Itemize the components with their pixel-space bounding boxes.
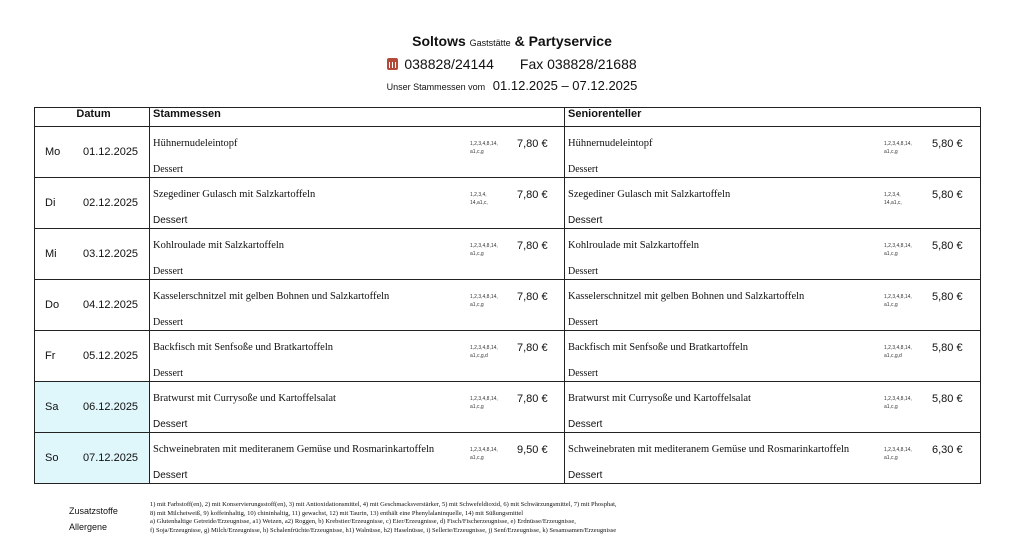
legend-line: 8) mit Milcheiweiß, 9) koffeinhaltig, 10) chininhaltig, 11) gewachst, 12) mit Taurin, 13) enthält eine Phenylalaninquelle, 14) mit Süßungsmittel (150, 509, 524, 517)
codes-line: 1,2,3,4,8,14, (884, 243, 912, 249)
date-cell (35, 382, 150, 433)
stammessen-cell (150, 178, 565, 229)
date-cell (35, 127, 150, 178)
codes-line: 1,2,3,4,8,14, (884, 345, 912, 351)
additive-codes (470, 191, 510, 207)
dessert-label: Dessert (153, 215, 188, 226)
dish-name: Bratwurst mit Currysoße und Kartoffelsalat (153, 393, 336, 404)
seniorenteller-cell (565, 178, 981, 229)
dessert-label: Dessert (153, 368, 183, 379)
day-name: Fr (45, 350, 56, 362)
day-date: 03.12.2025 (83, 248, 139, 260)
day-date: 01.12.2025 (83, 146, 139, 158)
header-seniorenteller: Seniorenteller (565, 108, 981, 127)
codes-line: 1,2,3,4,8,14, (470, 345, 498, 351)
codes-line: 14,a1,c, (884, 200, 902, 206)
phone-number: 038828/24144 (404, 56, 494, 72)
codes-line: 1,2,3,4,8,14, (470, 294, 498, 300)
fax-number: Fax 038828/21688 (519, 56, 637, 72)
dessert-label: Dessert (153, 470, 188, 481)
dessert-label: Dessert (153, 164, 183, 175)
codes-line: a1,c,g (470, 149, 484, 155)
page-title (0, 33, 1024, 49)
codes-line: a1,c,g (884, 404, 898, 410)
dish-name: Bratwurst mit Currysoße und Kartoffelsalat (568, 393, 751, 404)
day-date: 06.12.2025 (83, 401, 139, 413)
additive-codes (884, 446, 924, 462)
day-name: Sa (45, 401, 59, 413)
dessert-label: Dessert (568, 368, 598, 379)
dish-name: Schweinebraten mit mediteranem Gemüse und Rosmarinkartoffeln (568, 444, 850, 455)
table-row (35, 229, 981, 280)
codes-line: 1,2,3,4, (884, 192, 901, 198)
stammessen-cell (150, 127, 565, 178)
price: 5,80 € (932, 393, 963, 405)
codes-line: 1,2,3,4,8,14, (884, 447, 912, 453)
dish-name: Backfisch mit Senfsoße und Bratkartoffeln (153, 342, 334, 353)
date-cell (35, 280, 150, 331)
price: 5,80 € (932, 342, 963, 354)
dish-name: Hühnernudeleintopf (568, 138, 653, 149)
brand-subtitle-small: Gaststätte (469, 38, 511, 48)
price: 7,80 € (517, 189, 548, 201)
table-row (35, 178, 981, 229)
date-cell (35, 331, 150, 382)
dish-name: Schweinebraten mit mediteranem Gemüse und Rosmarinkartoffeln (153, 444, 435, 455)
price: 5,80 € (932, 189, 963, 201)
price: 7,80 € (517, 240, 548, 252)
codes-line: 1,2,3,4,8,14, (884, 294, 912, 300)
dessert-label: Dessert (568, 419, 603, 430)
table-row (35, 127, 981, 178)
stammessen-cell (150, 229, 565, 280)
codes-line: a1,c,g (470, 455, 484, 461)
date-cell (35, 433, 150, 484)
dessert-label: Dessert (568, 215, 603, 226)
table-row (35, 280, 981, 331)
stammessen-cell (150, 331, 565, 382)
period-label: Unser Stammessen vom (386, 82, 486, 92)
zusatzstoffe-label: Zusatzstoffe (69, 506, 118, 516)
day-date: 02.12.2025 (83, 197, 139, 209)
dessert-label: Dessert (153, 266, 183, 277)
dish-name: Szegediner Gulasch mit Salzkartoffeln (568, 189, 731, 200)
table-row (35, 433, 981, 484)
additive-codes (470, 446, 510, 462)
day-name: Mo (45, 146, 61, 158)
codes-line: 1,2,3,4, (470, 192, 487, 198)
dish-name: Kohlroulade mit Salzkartoffeln (568, 240, 700, 251)
additive-codes (470, 395, 510, 411)
table-row (35, 331, 981, 382)
codes-line: a1,c,g,d (470, 353, 488, 359)
codes-line: 1,2,3,4,8,14, (470, 243, 498, 249)
additive-codes (470, 293, 510, 309)
codes-line: a1,c,g (884, 302, 898, 308)
brand-name: Soltows (412, 33, 466, 49)
day-name: So (45, 452, 59, 464)
price: 9,50 € (517, 444, 548, 456)
seniorenteller-cell (565, 280, 981, 331)
seniorenteller-cell (565, 229, 981, 280)
codes-line: a1,c,g (884, 251, 898, 257)
legend-text (150, 501, 750, 535)
additive-codes (884, 191, 924, 207)
stammessen-cell (150, 382, 565, 433)
additive-codes (884, 140, 924, 156)
additive-codes (470, 242, 510, 258)
price: 6,30 € (932, 444, 963, 456)
dish-name: Backfisch mit Senfsoße und Bratkartoffeln (568, 342, 749, 353)
dessert-label: Dessert (568, 266, 598, 277)
price: 7,80 € (517, 138, 548, 150)
legend-line: f) Soja/Erzeugnisse, g) Milch/Erzeugnisse, h) Schalenfrüchte/Erzeugnisse, h1) Walnüsse, h2) Haselnüsse, i) Sellerie/Erzeugnisse, j) Senf/Erzeugnisse, k) Sesamsamen/Erzeugnisse (150, 526, 617, 534)
price: 7,80 € (517, 291, 548, 303)
day-name: Do (45, 299, 60, 311)
header-datum: Datum (35, 108, 150, 127)
day-date: 07.12.2025 (83, 452, 139, 464)
table-header-row (35, 108, 981, 127)
codes-line: a1,c,g (470, 404, 484, 410)
contact-line (0, 56, 1024, 72)
price: 7,80 € (517, 393, 548, 405)
dessert-label: Dessert (153, 317, 183, 328)
dish-name: Kasselerschnitzel mit gelben Bohnen und Salzkartoffeln (568, 291, 805, 302)
dessert-label: Dessert (153, 419, 188, 430)
codes-line: 1,2,3,4,8,14, (470, 141, 498, 147)
codes-line: 1,2,3,4,8,14, (884, 141, 912, 147)
period-range: 01.12.2025 – 07.12.2025 (492, 78, 638, 93)
brand-subtitle: & Partyservice (514, 33, 612, 49)
table-row (35, 382, 981, 433)
dish-name: Szegediner Gulasch mit Salzkartoffeln (153, 189, 316, 200)
day-name: Mi (45, 248, 57, 260)
allergene-label: Allergene (69, 522, 108, 532)
legend-line: a) Glutenhaltige Getreide/Erzeugnisse, a1) Weizen, a2) Roggen, b) Krebstier/Erzeugnisse, c) Eier/Erzeugnisse, d) Fisch/Fischerzeugnisse, e) Erdnüsse/Erzeugnisse, (150, 518, 576, 525)
codes-line: 1,2,3,4,8,14, (884, 396, 912, 402)
codes-line: a1,c,g (884, 455, 898, 461)
codes-line: a1,c,g (470, 302, 484, 308)
legend-line: 1) mit Farbstoff(en), 2) mit Konservierungsstoff(en), 3) mit Antioxidationsmittel, 4) mit Geschmacksverstärker, 5) mit Schwefeldioxid, 6) mit Schwärzungsmittel, 7) mit Phosphat, (150, 501, 617, 508)
period-line (0, 78, 1024, 93)
codes-line: a1,c,g (470, 251, 484, 257)
codes-line: 1,2,3,4,8,14, (470, 447, 498, 453)
date-cell (35, 229, 150, 280)
codes-line: a1,c,g,d (884, 353, 902, 359)
codes-line: 1,2,3,4,8,14, (470, 396, 498, 402)
dish-name: Hühnernudeleintopf (153, 138, 238, 149)
dessert-label: Dessert (568, 317, 598, 328)
additive-codes (884, 242, 924, 258)
additive-codes (884, 395, 924, 411)
phone-icon (387, 58, 398, 70)
header-stammessen: Stammessen (150, 108, 565, 127)
price: 5,80 € (932, 138, 963, 150)
additive-codes (884, 293, 924, 309)
price: 7,80 € (517, 342, 548, 354)
dish-name: Kohlroulade mit Salzkartoffeln (153, 240, 285, 251)
seniorenteller-cell (565, 382, 981, 433)
codes-line: a1,c,g (884, 149, 898, 155)
additive-codes (470, 140, 510, 156)
day-name: Di (45, 197, 56, 209)
day-date: 04.12.2025 (83, 299, 139, 311)
price: 5,80 € (932, 240, 963, 252)
menu-table (34, 107, 981, 484)
dessert-label: Dessert (568, 470, 603, 481)
stammessen-cell (150, 280, 565, 331)
date-cell (35, 178, 150, 229)
seniorenteller-cell (565, 127, 981, 178)
additive-codes (470, 344, 510, 360)
seniorenteller-cell (565, 433, 981, 484)
dessert-label: Dessert (568, 164, 598, 175)
stammessen-cell (150, 433, 565, 484)
additive-codes (884, 344, 924, 360)
price: 5,80 € (932, 291, 963, 303)
day-date: 05.12.2025 (83, 350, 139, 362)
codes-line: 14,a1,c, (470, 200, 488, 206)
seniorenteller-cell (565, 331, 981, 382)
dish-name: Kasselerschnitzel mit gelben Bohnen und Salzkartoffeln (153, 291, 390, 302)
